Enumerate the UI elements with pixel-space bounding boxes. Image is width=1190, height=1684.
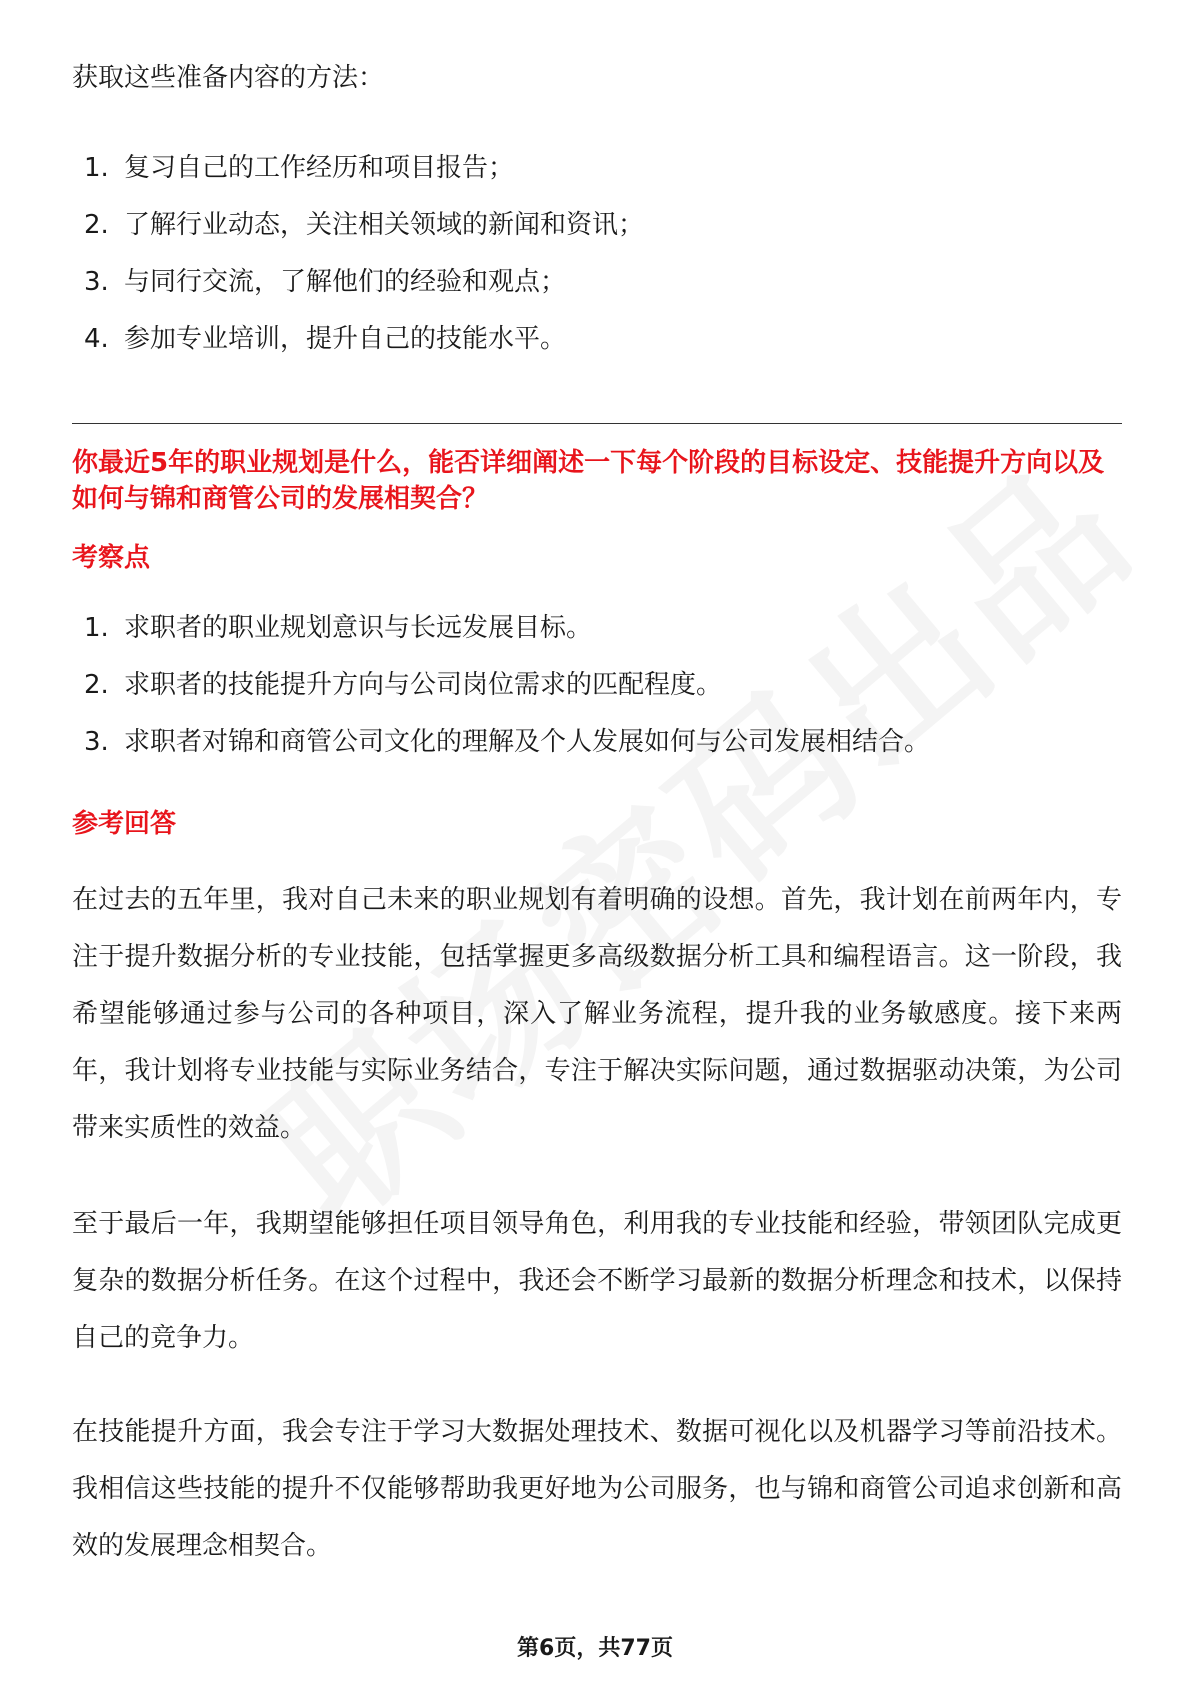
preparation-methods-list: [84, 150, 1114, 378]
list-item: [84, 321, 1114, 378]
document-page: [72, 0, 1122, 1684]
answer-paragraph: 至于最后一年，我期望能够担任项目领导角色，利用我的专业技能和经验，带领团队完成更复杂的数据分析任务。在这个过程中，我还会不断学习最新的数据分析理念和技术，以保持自己的竞争力。: [72, 1209, 1122, 1353]
list-item: [84, 264, 1114, 321]
section-title-answer: 参考回答: [72, 809, 177, 839]
list-text: 参加专业培训，提升自己的技能水平。: [124, 324, 567, 354]
list-text: 与同行交流，了解他们的经验和观点；: [124, 267, 567, 297]
list-number: 4.: [84, 324, 109, 354]
list-text: 求职者对锦和商管公司文化的理解及个人发展如何与公司发展相结合。: [124, 727, 931, 757]
list-item: [84, 207, 1114, 264]
intro-text: 获取这些准备内容的方法：: [72, 63, 385, 93]
page-number-footer: 第6页，共77页: [517, 1636, 673, 1661]
answer-paragraph: 在过去的五年里，我对自己未来的职业规划有着明确的设想。首先，我计划在前两年内，专注于提升数据分析的专业技能，包括掌握更多高级数据分析工具和编程语言。这一阶段，我希望能够通过参与公司的各种项目，深入了解业务流程，提升我的业务敏感度。接下来两年，我计划将专业技能与实际业务结合，专注于解决实际问题，通过数据驱动决策，为公司带来实质性的效益。: [72, 885, 1122, 1143]
list-item: [84, 667, 1114, 724]
section-title-points: 考察点: [72, 543, 151, 573]
list-number: 1.: [84, 613, 109, 643]
interview-question: 你最近5年的职业规划是什么，能否详细阐述一下每个阶段的目标设定、技能提升方向以及如何与锦和商管公司的发展相契合？: [72, 448, 1105, 514]
assessment-points-list: [84, 610, 1114, 781]
list-text: 求职者的职业规划意识与长远发展目标。: [124, 613, 593, 643]
list-number: 2.: [84, 670, 109, 700]
list-number: 3.: [84, 267, 109, 297]
list-number: 2.: [84, 210, 109, 240]
list-number: 1.: [84, 153, 109, 183]
list-item: [84, 150, 1114, 207]
answer-paragraph: 在技能提升方面，我会专注于学习大数据处理技术、数据可视化以及机器学习等前沿技术。我相信这些技能的提升不仅能够帮助我更好地为公司服务，也与锦和商管公司追求创新和高效的发展理念相契合。: [72, 1417, 1122, 1561]
list-text: 复习自己的工作经历和项目报告；: [124, 153, 515, 183]
list-text: 求职者的技能提升方向与公司岗位需求的匹配程度。: [124, 670, 723, 700]
section-divider: [72, 423, 1122, 424]
list-text: 了解行业动态，关注相关领域的新闻和资讯；: [124, 210, 645, 240]
list-item: [84, 610, 1114, 667]
list-number: 3.: [84, 727, 109, 757]
list-item: [84, 724, 1114, 781]
